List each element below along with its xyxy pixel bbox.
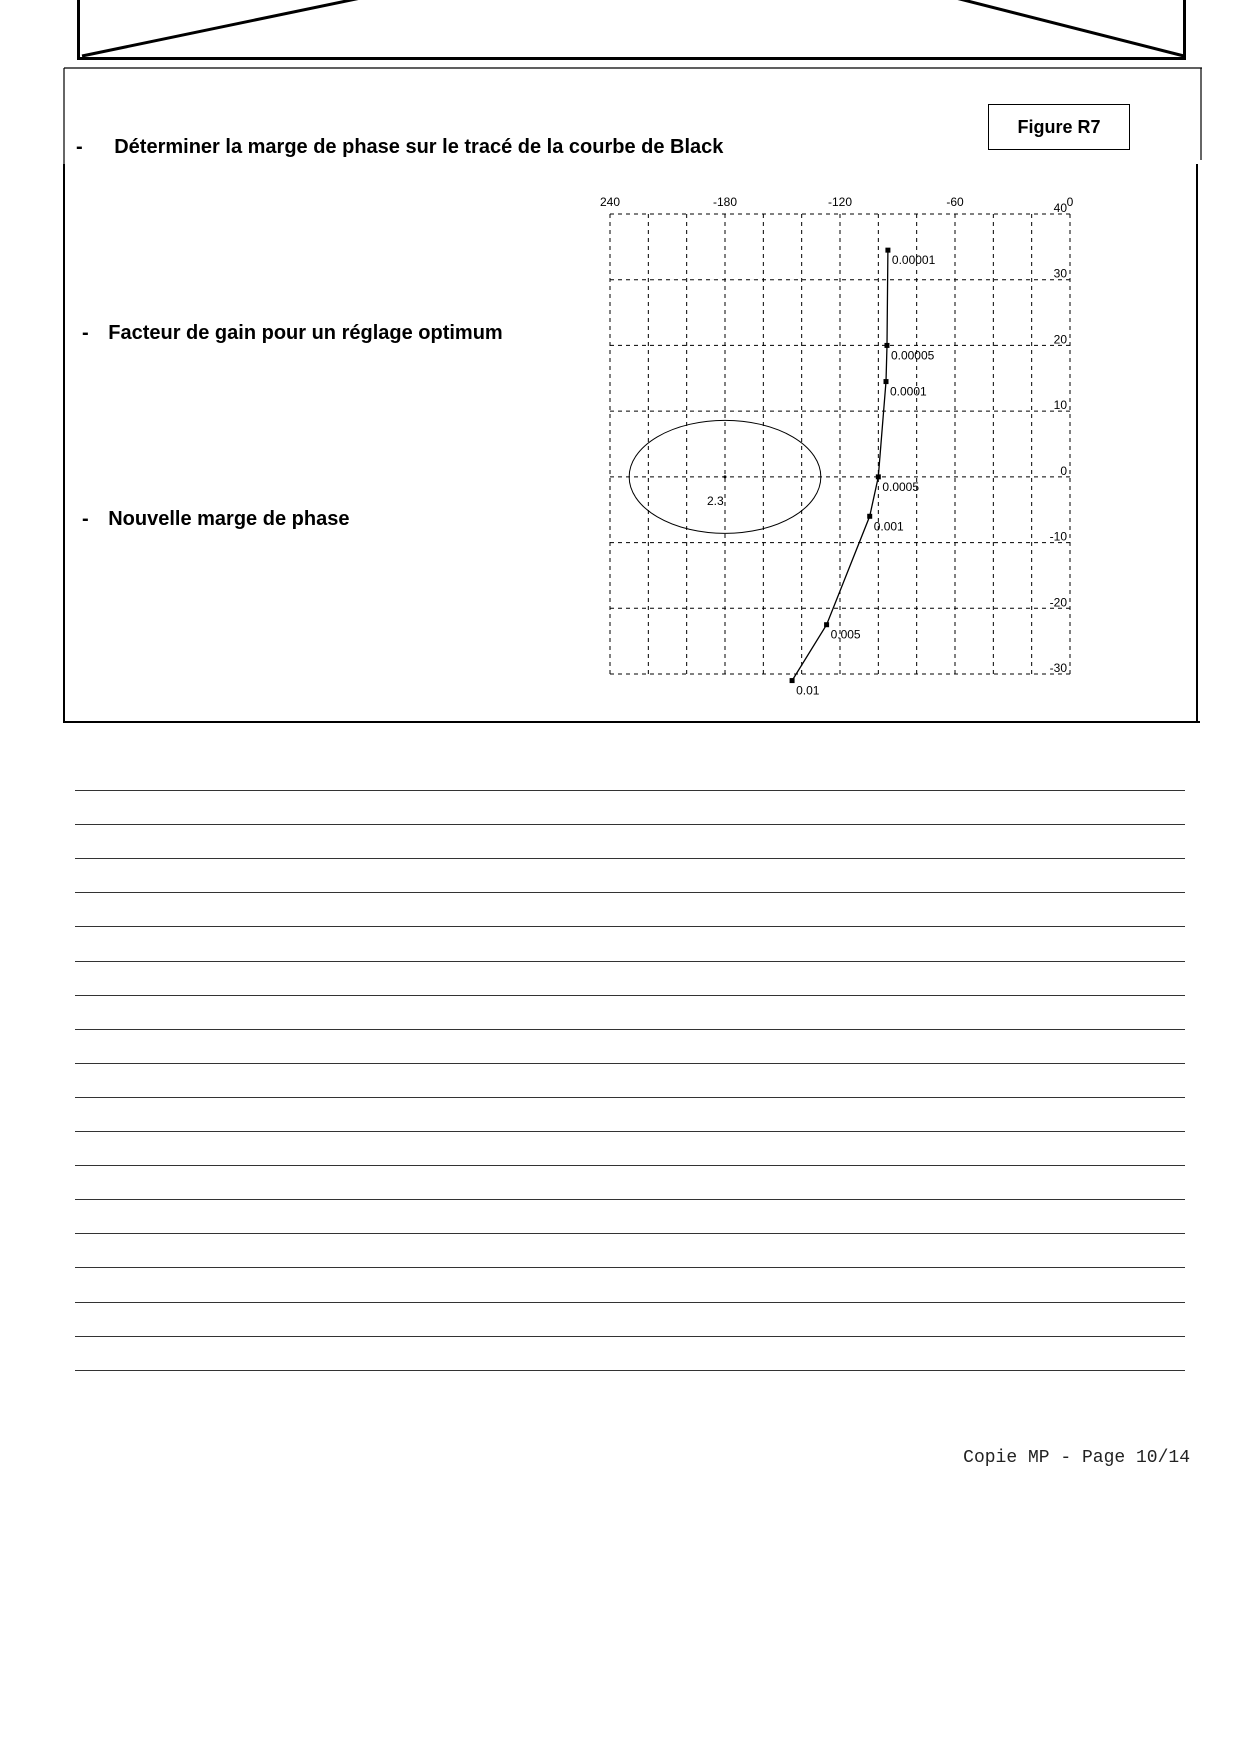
- answer-line: [75, 1063, 1185, 1064]
- y-tick-label: -20: [1049, 595, 1067, 610]
- question-3: [82, 508, 349, 531]
- x-tick-label: 240: [599, 195, 621, 209]
- y-tick-label: -10: [1049, 529, 1067, 544]
- curve-point-label: 0.005: [830, 627, 861, 642]
- curve-point-label: 0.0001: [890, 384, 927, 399]
- curve-point-label: 0.00001: [891, 253, 936, 268]
- question-1-text: Déterminer la marge de phase sur le tracé de la courbe de Black: [114, 136, 724, 158]
- curve-point: [884, 379, 889, 384]
- answer-line: [75, 1029, 1185, 1030]
- answer-line: [75, 1370, 1185, 1371]
- x-tick-label: -180: [712, 195, 738, 209]
- answer-line: [75, 858, 1185, 859]
- question-2-text: Facteur de gain pour un réglage optimum: [108, 322, 503, 344]
- question-2: [82, 322, 503, 345]
- curve-point: [824, 622, 829, 627]
- answer-line: [75, 1199, 1185, 1200]
- answer-line: [75, 790, 1185, 791]
- curve-point-label: 0.00005: [890, 348, 935, 363]
- answer-line: [75, 1267, 1185, 1268]
- curve-point: [885, 248, 890, 253]
- x-tick-label: 0: [1066, 195, 1074, 209]
- answer-line: [75, 926, 1185, 927]
- question-3-text: Nouvelle marge de phase: [108, 508, 350, 530]
- y-tick-label: 40: [1053, 201, 1067, 215]
- curve-point-label: 0.01: [796, 683, 820, 698]
- curve-point-label: 0.001: [873, 519, 904, 534]
- question-3-dash: -: [82, 508, 89, 530]
- answer-line: [75, 892, 1185, 893]
- curve-point: [876, 474, 881, 479]
- question-2-dash: -: [82, 322, 89, 344]
- curve-point: [790, 678, 795, 683]
- question-1: [76, 136, 723, 159]
- y-tick-label: 0: [1060, 463, 1067, 478]
- previous-figure-diagonals: [80, 0, 1189, 60]
- answer-line: [75, 824, 1185, 825]
- y-tick-label: 30: [1053, 266, 1067, 281]
- question-1-dash: -: [76, 136, 83, 158]
- figure-label: Figure R7: [988, 104, 1130, 150]
- y-tick-label: -30: [1049, 661, 1067, 675]
- y-tick-label: 20: [1053, 332, 1067, 347]
- answer-line: [75, 1336, 1185, 1337]
- answer-line: [75, 961, 1185, 962]
- curve-point: [884, 343, 889, 348]
- answer-line: [75, 1131, 1185, 1132]
- x-tick-label: -120: [827, 195, 853, 209]
- answer-line: [75, 1233, 1185, 1234]
- page-footer: Copie MP - Page 10/14: [963, 1448, 1190, 1468]
- contour-center-point: [724, 475, 727, 478]
- answer-line: [75, 1097, 1185, 1098]
- answer-line: [75, 995, 1185, 996]
- previous-figure-frame: [77, 0, 1186, 60]
- y-tick-label: 10: [1053, 398, 1067, 413]
- black-chart: [590, 188, 1130, 698]
- curve-point: [867, 514, 872, 519]
- contour-label: 2.3: [707, 493, 724, 508]
- x-tick-label: -60: [946, 195, 964, 209]
- answer-line: [75, 1302, 1185, 1303]
- curve-point-label: 0.0005: [882, 479, 920, 494]
- answer-line: [75, 1165, 1185, 1166]
